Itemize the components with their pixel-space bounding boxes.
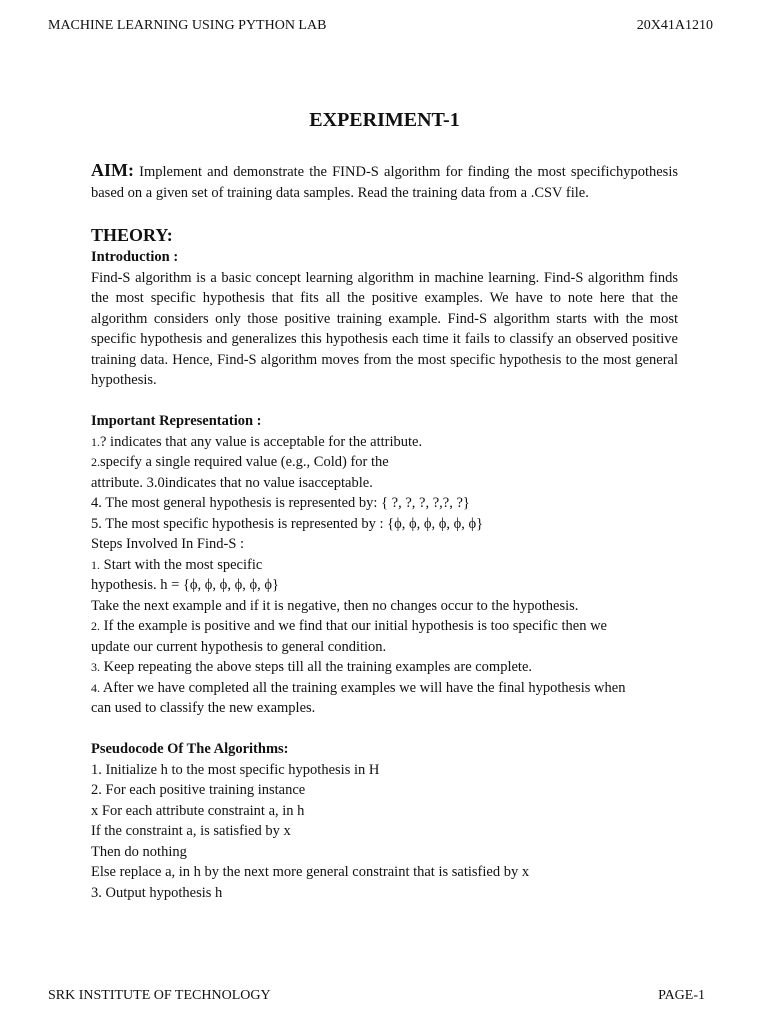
introduction-paragraph: Find-S algorithm is a basic concept learning algorithm in machine learning. Find-S algorithm finds the most specific hypothesis that fits all the positive examples. We have to note here that the algorithm considers only those positive training example. Find-S algorithm starts with the most specific hypothesis and generalizes this hypothesis each time it fails to classify an observed positive training data. Hence, Find-S algorithm moves from the most specific hypothesis to the most general hypothesis. (91, 269, 678, 388)
step-4 (91, 678, 678, 699)
page-footer-page-number: PAGE-1 (658, 988, 705, 1003)
page-header-title: MACHINE LEARNING USING PYTHON LAB (48, 18, 327, 33)
representation-item-2-text: specify a single required value (e.g., Cold) for the (100, 454, 389, 470)
step-1-continuation: Take the next example and if it is negative, then no changes occur to the hypothesis. (91, 597, 579, 614)
representation-item-5: 5. The most specific hypothesis is represented by : {ϕ, ϕ, ϕ, ϕ, ϕ, ϕ} (91, 515, 484, 532)
page-header-roll-number: 20X41A1210 (636, 18, 713, 33)
step-3-text: Keep repeating the above steps till all the training examples are complete. (100, 659, 533, 675)
representation-heading: Important Representation : (91, 413, 262, 429)
pseudocode-line: Then do nothing (91, 843, 187, 860)
pseudocode-line: 1. Initialize h to the most specific hypothesis in H (91, 761, 380, 778)
step-1 (91, 555, 678, 576)
step-4-number: 4. (91, 680, 100, 695)
theory-heading: THEORY: (91, 225, 173, 245)
step-4-text: After we have completed all the training examples we will have the final hypothesis when (100, 679, 626, 696)
page-footer-institute: SRK INSTITUTE OF TECHNOLOGY (48, 988, 271, 1003)
representation-item-2-number: 2. (91, 455, 100, 469)
pseudocode-line: x For each attribute constraint a, in h (91, 802, 305, 819)
representation-item-2 (91, 452, 678, 473)
step-1-text: Start with the most specific (100, 556, 263, 573)
step-2-number: 2. (91, 619, 100, 633)
step-4-continuation: can used to classify the new examples. (91, 700, 316, 716)
representation-item-1-text: ? indicates that any value is acceptable for the attribute. (100, 433, 423, 450)
aim-paragraph (91, 160, 678, 203)
introduction-heading: Introduction : (91, 249, 179, 265)
aim-label: AIM: (91, 160, 134, 180)
step-1-number: 1. (91, 557, 100, 572)
pseudocode-line: Else replace a, in h by the next more general constraint that is satisfied by x (91, 864, 530, 880)
step-2 (91, 616, 678, 637)
pseudocode-line: 3. Output hypothesis h (91, 884, 223, 901)
representation-item-1 (91, 432, 678, 453)
pseudocode-line: 2. For each positive training instance (91, 782, 306, 798)
representation-item-4: 4. The most general hypothesis is represented by: { ?, ?, ?, ?,?, ?} (91, 495, 470, 511)
step-3 (91, 657, 678, 678)
step-1-hypothesis: hypothesis. h = {ϕ, ϕ, ϕ, ϕ, ϕ, ϕ} (91, 577, 279, 593)
document-body (91, 108, 678, 903)
pseudocode-line: If the constraint a, is satisfied by x (91, 823, 291, 839)
step-2-text: If the example is positive and we find that our initial hypothesis is too specific then we (100, 618, 607, 634)
representation-item-1-number: 1. (91, 434, 100, 449)
pseudocode-heading: Pseudocode Of The Algorithms: (91, 741, 289, 757)
step-2-continuation: update our current hypothesis to general condition. (91, 638, 387, 655)
experiment-title: EXPERIMENT-1 (309, 109, 460, 131)
step-3-number: 3. (91, 660, 100, 674)
aim-text: Implement and demonstrate the FIND-S algorithm for finding the most specifichypothesis based on a given set of training data samples. Read the training data from a .CSV file. (91, 164, 678, 201)
representation-item-3: attribute. 3.0indicates that no value isacceptable. (91, 474, 373, 491)
steps-heading: Steps Involved In Find-S : (91, 536, 245, 552)
